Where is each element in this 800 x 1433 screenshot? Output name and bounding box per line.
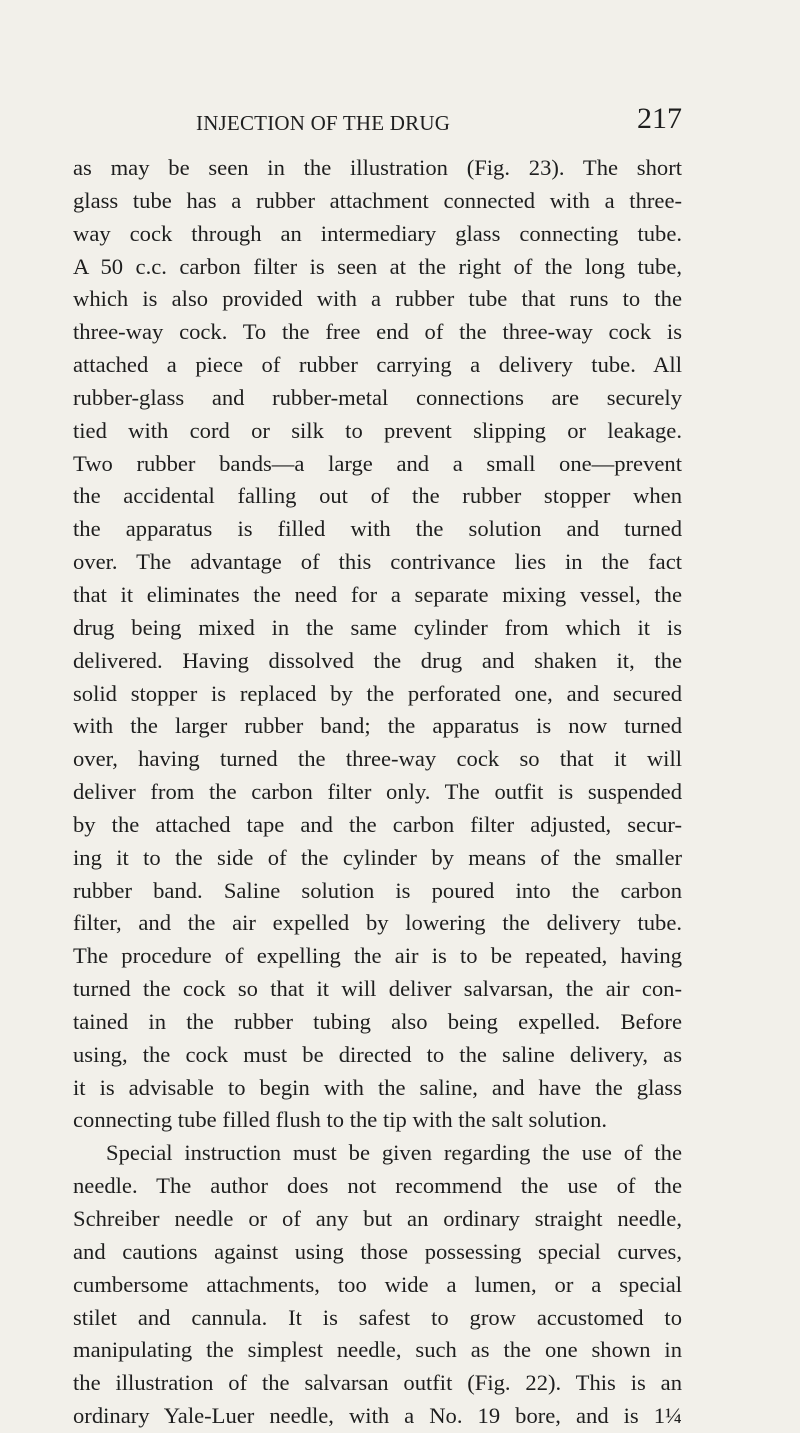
text-line: tied with cord or silk to prevent slipping or leakage. bbox=[73, 417, 682, 443]
text-line: turned the cock so that it will deliver salvarsan, the air con- bbox=[73, 976, 682, 1002]
text-line: by the attached tape and the carbon filter adjusted, secur- bbox=[73, 811, 682, 837]
text-line: delivered. Having dissolved the drug and shaken it, the bbox=[73, 647, 682, 673]
text-line: tained in the rubber tubing also being expelled. Before bbox=[73, 1008, 682, 1034]
text-line: filter, and the air expelled by lowering the delivery tube. bbox=[73, 910, 682, 936]
text-line: and cautions against using those possessing special curves, bbox=[73, 1238, 682, 1264]
text-line: three-way cock. To the free end of the three-way cock is bbox=[73, 319, 682, 345]
running-title: INJECTION OF THE DRUG bbox=[196, 111, 451, 135]
text-line: using, the cock must be directed to the saline delivery, as bbox=[73, 1041, 682, 1067]
text-line: Two rubber bands—a large and a small one—prevent bbox=[73, 450, 682, 476]
text-line: drug being mixed in the same cylinder from which it is bbox=[73, 614, 682, 640]
text-line: with the larger rubber band; the apparatus is now turned bbox=[73, 713, 682, 739]
text-line: over, having turned the three-way cock so that it will bbox=[73, 746, 682, 772]
page-number: 217 bbox=[637, 102, 682, 135]
text-line: rubber-glass and rubber-metal connections are securely bbox=[73, 384, 682, 410]
text-line: which is also provided with a rubber tube that runs to the bbox=[73, 286, 682, 312]
text-line: needle. The author does not recommend the use of the bbox=[73, 1173, 682, 1199]
text-line: the illustration of the salvarsan outfit (Fig. 22). This is an bbox=[73, 1370, 682, 1396]
text-line: over. The advantage of this contrivance lies in the fact bbox=[73, 549, 682, 575]
text-line: attached a piece of rubber carrying a delivery tube. All bbox=[73, 352, 682, 378]
text-line: it is advisable to begin with the saline, and have the glass bbox=[73, 1074, 682, 1100]
text-line: Schreiber needle or of any but an ordinary straight needle, bbox=[73, 1206, 682, 1231]
text-line: deliver from the carbon filter only. The outfit is suspended bbox=[73, 779, 682, 805]
running-head bbox=[196, 102, 682, 142]
text-line: that it eliminates the need for a separate mixing vessel, the bbox=[73, 581, 682, 607]
text-line: the accidental falling out of the rubber stopper when bbox=[73, 483, 682, 509]
body-text bbox=[73, 152, 682, 1433]
text-line: the apparatus is filled with the solution and turned bbox=[73, 516, 682, 542]
text-line: stilet and cannula. It is safest to grow accustomed to bbox=[73, 1304, 682, 1330]
text-line: cumbersome attachments, too wide a lumen, or a special bbox=[73, 1271, 682, 1297]
text-line: Special instruction must be given regarding the use of the bbox=[106, 1140, 682, 1166]
text-line: manipulating the simplest needle, such as the one shown in bbox=[73, 1337, 682, 1363]
text-line: A 50 c.c. carbon filter is seen at the right of the long tube, bbox=[73, 253, 682, 279]
text-line: ing it to the side of the cylinder by means of the smaller bbox=[73, 844, 682, 870]
text-line: ordinary Yale-Luer needle, with a No. 19 bore, and is 1¼ bbox=[73, 1403, 682, 1429]
text-line: glass tube has a rubber attachment connected with a three- bbox=[73, 187, 682, 213]
text-line: rubber band. Saline solution is poured into the carbon bbox=[73, 877, 682, 903]
text-line: as may be seen in the illustration (Fig. 23). The short bbox=[73, 155, 682, 180]
text-line: The procedure of expelling the air is to be repeated, having bbox=[73, 943, 682, 969]
text-line: connecting tube filled flush to the tip with the salt solution. bbox=[73, 1107, 608, 1133]
text-line: solid stopper is replaced by the perforated one, and secured bbox=[73, 680, 682, 706]
text-line: way cock through an intermediary glass connecting tube. bbox=[73, 220, 682, 246]
